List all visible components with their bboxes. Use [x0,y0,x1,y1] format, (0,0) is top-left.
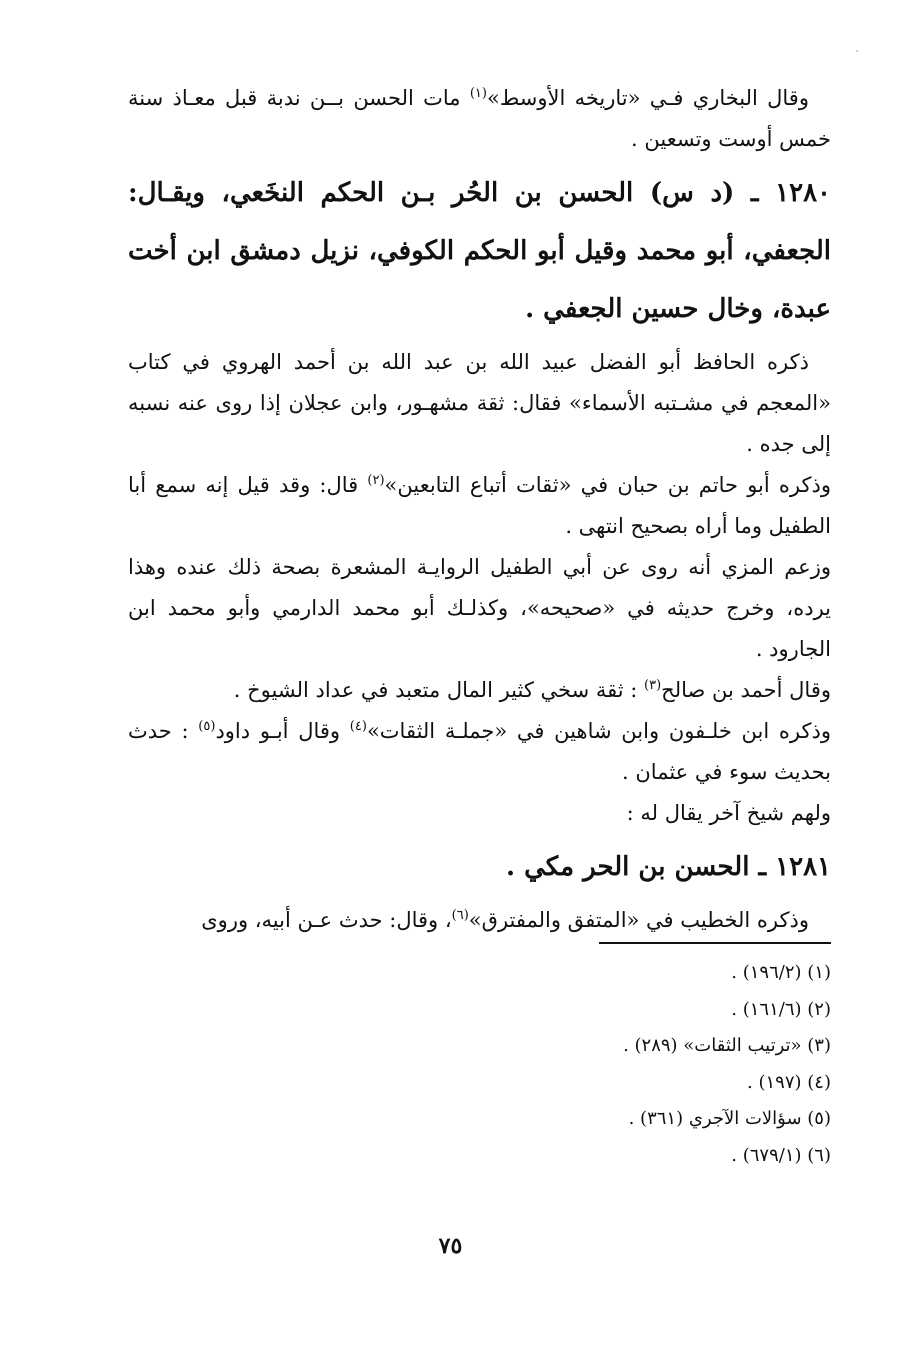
footnote-1: (١) (١٩٦/٢) . [731,962,831,983]
page-number: ٧٥ [438,1233,463,1259]
text-run: : حدث بحديث سوء في عثمان . [128,719,831,784]
entry-heading-1280: ١٢٨٠ ـ (د س) الحسن بن الحُر بـن الحكم النخَعي، ويقـال: الجعفي، أبو محمد وقيل أبو الحكم الكوفي، نزيل دمشق ابن أخت عبدة، وخال حسين الجعفي . [128,178,831,324]
footnote-ref-1: (١) [469,86,487,101]
footnote-3: (٣) «ترتيب الثقات» (٢٨٩) . [623,1035,831,1056]
footnote-5: (٥) سؤالات الآجري (٣٦١) . [628,1108,831,1129]
text-run: وذكره الخطيب في «المتفق والمفترق» [468,908,809,932]
footnote-divider [599,942,831,944]
text-run: وقال أبـو داود [215,719,350,743]
text-run: وقال أحمد بن صالح [661,678,831,702]
footnote-6: (٦) (٦٧٩/١) . [731,1144,831,1166]
text-run: مات الحسن بــن ندبة قبل معـاذ سنة خمس أوست وتسعين . [128,86,831,151]
footnote-ref-4: (٤) [349,719,367,734]
text-run: قال: وقد قيل إنه سمع أبا الطفيل وما أراه بصحيح انتهى . [128,473,831,538]
footnote-ref-3: (٣) [644,678,662,693]
text-run: وذكره أبو حاتم بن حبان في «ثقات أتباع التابعين» [384,473,832,497]
footnote-ref-2: (٢) [367,473,385,488]
main-text [128,78,831,941]
footnote-ref-5: (٥) [198,719,216,734]
scan-speck [856,50,858,52]
footnote-2: (٢) (١٦١/٦) . [731,998,831,1020]
footnote-4: (٤) (١٩٧) . [747,1071,831,1093]
paragraph-ahmad-bin-salih [128,670,831,711]
text-run: : ثقة سخي كثير المال متعبد في عداد الشيوخ . [233,678,644,702]
text-run: وذكره ابن خلـفون وابن شاهين في «جملـة الثقات» [366,719,831,743]
footnotes-list [131,955,831,1174]
text-run: ، وقال: حدث عـن أبيه، وروى [201,908,452,932]
footnote-ref-6: (٦) [451,908,469,923]
text-run: وقال البخاري فـي «تاريخه الأوسط» [486,86,809,110]
paragraph-ibn-khalfun [128,711,831,793]
paragraph-harawi: ذكره الحافظ أبو الفضل عبيد الله بن عبد الله بن أحمد الهروي في كتاب «المعجم في مشـتبه الأسماء» فقال: ثقة مشهـور، وابن عجلان إذا روى عنه نسبه إلى جده . [128,350,831,456]
paragraph-khatib [128,900,831,941]
entry-heading-1281: ١٢٨١ ـ الحسن بن الحر مكي . [505,852,831,882]
paragraph-another-shaykh: ولهم شيخ آخر يقال له : [626,801,831,825]
paragraph-bukhari [128,78,831,160]
paragraph-ibn-hibban [128,465,831,547]
paragraph-mizzi: وزعم المزي أنه روى عن أبي الطفيل الروايـة المشعرة بصحة ذلك عنده وهذا يرده، وخرج حديثه في «صحيحه»، وكذلـك أبو محمد الدارمي وأبو محمد ابن الجارود . [128,555,831,661]
